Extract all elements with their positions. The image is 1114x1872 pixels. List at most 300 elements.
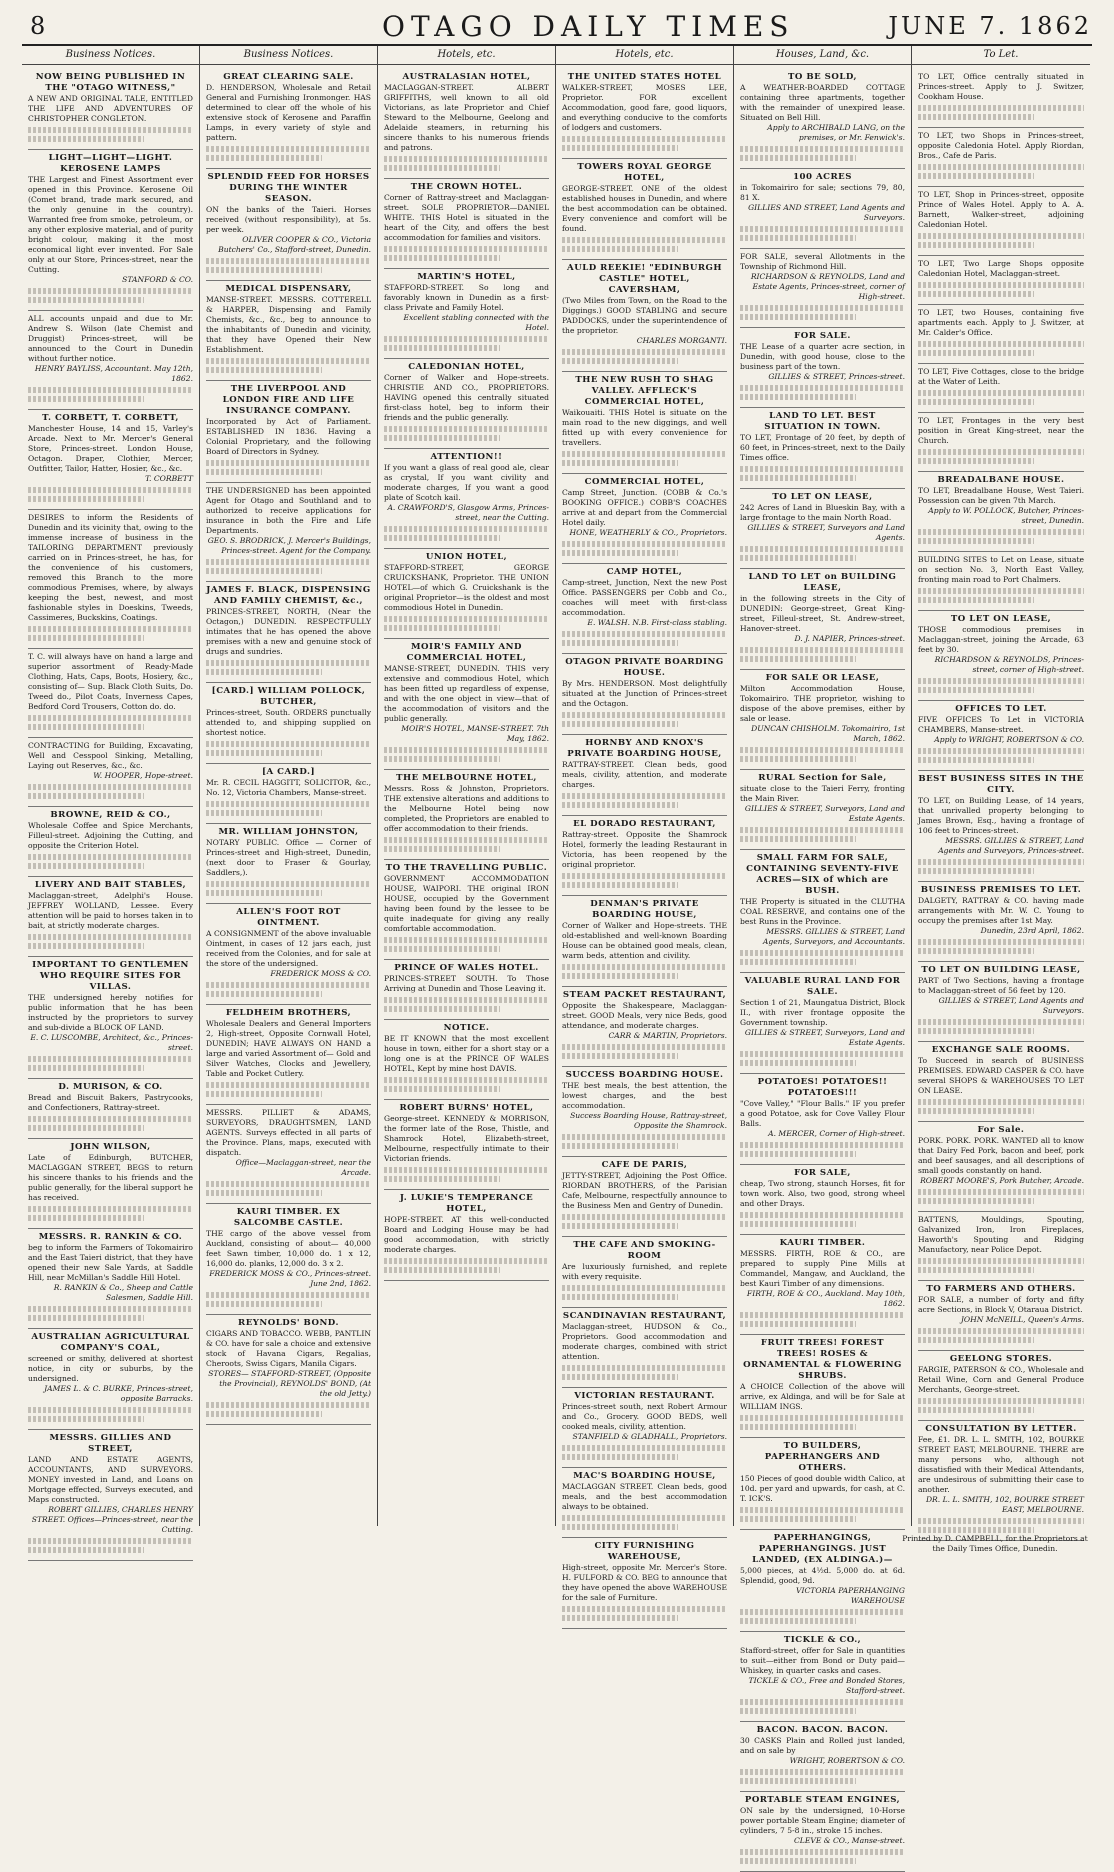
fine-print [562,631,727,646]
fine-print [384,426,549,441]
ad-body: Corner of Walker and Hope-streets. CHRISTIE AND CO., PROPRIETORS. HAVING opened this centrally situated first-class hotel, beg to inform their friends and the public generally. [384,373,549,422]
advertisement [28,1329,193,1430]
ad-title: AUSTRALASIAN HOTEL, [402,72,531,82]
advertisement [740,569,905,670]
fine-print [384,336,549,351]
fine-print [918,859,1084,874]
ad-body: Wholesale Dealers and General Importers 2, High-street, Opposite Cornwall Hotel, DUNEDIN; HAVE ALWAYS ON HAND a large and varied Assortment of— Gold and Silver Watches, Clocks and Jewellery, Table and Pocket Cutlery. [206,1019,371,1078]
advertisement [28,69,193,150]
ad-body: (Two Miles from Town, on the Road to the Diggings.) GOOD STABLING and secure PADDOCKS, under the superintendence of the proprietor. [562,296,727,335]
ad-title: BEST BUSINESS SITES IN THE CITY. [918,774,1084,795]
advertisement [28,1139,193,1229]
fine-print [740,1699,905,1714]
ad-signature: D. J. NAPIER, Princes-street. [794,634,905,643]
ad-title: FELDHEIM BROTHERS, [225,1008,352,1018]
fine-print [562,1044,727,1059]
ad-signature: FREDERICK MOSS & CO., Princes-street. June 2nd, 1862. [209,1269,371,1288]
ad-body: A NEW AND ORIGINAL TALE, ENTITLED THE LIFE AND ADVENTURES OF CHRISTOPHER CONGLETON. [28,94,193,123]
advertisement [384,960,549,1020]
advertisement [918,364,1084,413]
advertisement [206,1204,371,1315]
ad-title: TO FARMERS AND OTHERS. [926,1284,1076,1294]
ad-signature: STANFIELD & GLADHALL, Proprietors. [572,1432,727,1441]
fine-print [918,1099,1084,1114]
ad-title: SPLENDID FEED FOR HORSES DURING THE WINTER SEASON. [207,172,370,204]
fine-print [918,449,1084,464]
column-header: Business Notices. [22,46,199,65]
fine-print [562,1606,727,1621]
advertisement [740,328,905,408]
ad-body: THE best meals, the best attention, the lowest charges, and the best accommodation. [562,1081,727,1110]
fine-print [28,626,193,641]
ad-title: D. MURISON, & CO. [58,1082,163,1092]
ad-body: T. C. will always have on hand a large and superior assortment of Ready-Made Clothing, Hats, Caps, Boots, Hosiery, &c., consisting of— Sup. Black Cloth Suits, Do. Tweed do., Pilot Coats, Inverness Capes, Bedford Cord Trousers, Cotton do. do. [28,652,193,711]
fine-print [562,237,727,252]
advertisement [740,408,905,489]
advertisement [740,249,905,328]
advertisement [206,1315,371,1425]
ad-body: BE IT KNOWN that the most excellent house in town, either for a short stay or a long one is at the PRINCE OF WALES HOTEL, Kept by mine host DAVIS. [384,1034,549,1073]
fine-print [206,1082,371,1097]
advertisement [740,1074,905,1165]
ad-title: AUSTRALIAN AGRICULTURAL COMPANY'S COAL, [31,1332,190,1353]
ad-signature: HENRY BAYLISS, Accountant. May 12th, 1862. [34,364,193,383]
ad-body: Mr. R. CECIL HAGGITT, SOLICITOR, &c., No. 12, Victoria Chambers, Manse-street. [206,778,371,797]
column-header: To Let. [912,46,1090,65]
ad-title: TOWERS ROYAL GEORGE HOTEL, [577,162,712,183]
ad-body: BATTENS, Mouldings, Spouting, Galvanized Iron, Iron Fireplaces, Haworth's Spouting and Ridging Manufactory, near Police Depot. [918,1215,1084,1254]
advertisement [918,701,1084,771]
advertisement [562,1237,727,1308]
advertisement [28,877,193,957]
advertisement [384,860,549,960]
ad-title: TO BE SOLD, [787,72,858,82]
ad-body: Milton Accommodation House, Tokomairiro. THE proprietor, wishing to dispose of the above premises, either by sale or lease. [740,684,905,723]
fine-print [28,1306,193,1321]
fine-print [740,226,905,241]
ad-body: beg to inform the Farmers of Tokomairiro and the East Taieri district, that they have opened their new Sale Yards, at Saddle Hill, near McMillan's Saddle Hill Hotel. [28,1243,193,1282]
ad-body: Opposite the Shakespeare, Maclaggan-street. GOOD Meals, very nice Beds, good attendance, and moderate charges. [562,1001,727,1030]
fine-print [918,939,1084,954]
ad-signature: Apply to WRIGHT, ROBERTSON & CO. [934,735,1084,744]
fine-print [740,466,905,481]
ad-title: ROBERT BURNS' HOTEL, [399,1103,534,1113]
fine-print [28,715,193,730]
ad-title: ATTENTION!! [430,452,503,462]
ad-title: KAURI TIMBER. EX SALCOMBE CASTLE. [233,1207,344,1228]
advertisement [28,649,193,738]
ad-title: RURAL Section for Sale, [758,773,887,783]
fine-print [562,451,727,466]
fine-print [562,136,727,151]
ad-title: THE UNITED STATES HOTEL [567,72,722,82]
ad-title: MOIR'S FAMILY AND COMMERCIAL HOTEL, [406,642,527,663]
fine-print [740,1212,905,1227]
ad-title: FOR SALE OR LEASE, [765,673,880,683]
advertisement [918,552,1084,611]
ad-signature: JOHN McNEILL, Queen's Arms. [960,1315,1084,1324]
advertisement [562,735,727,816]
advertisement [384,1190,549,1281]
ad-signature: R. RANKIN & Co., Sheep and Cattle Salesmen, Saddle Hill. [53,1283,193,1302]
fine-print [206,1292,371,1307]
ad-title: GEELONG STORES. [949,1354,1053,1364]
ad-title: JAMES F. BLACK, DISPENSING AND FAMILY CHEMIST, &c., [206,585,371,606]
advertisement [562,159,727,260]
ad-title: TICKLE & CO., [783,1635,862,1645]
ad-body: 30 CASKS Plain and Rolled just landed, and on sale by [740,1736,905,1755]
advertisement [740,489,905,569]
ad-title: MARTIN'S HOTEL, [417,272,516,282]
fine-print [28,784,193,799]
printer-imprint: Printed by D. CAMPBELL, for the Proprietors at the Daily Times Office, Dunedin. [902,1534,1088,1553]
ad-signature: VICTORIA PAPERHANGING WAREHOUSE [796,1586,905,1605]
ad-title: THE LIVERPOOL AND LONDON FIRE AND LIFE INSURANCE COMPANY. [222,384,355,416]
ad-title: SCANDINAVIAN RESTAURANT, [562,1311,727,1321]
fine-print [384,246,549,261]
ad-body: Rattray-street. Opposite the Shamrock Hotel, formerly the leading Restaurant in Victoria, has been reopened by the original proprietor. [562,830,727,869]
fine-print [740,1142,905,1157]
fine-print [918,164,1084,179]
advertisement [740,1530,905,1632]
ad-body: FIVE OFFICES To Let in VICTORIA CHAMBERS, Manse-street. [918,715,1084,734]
fine-print [918,105,1084,120]
ad-title: COMMERCIAL HOTEL, [584,477,705,487]
advertisement [562,1067,727,1157]
ad-signature: WRIGHT, ROBERTSON & CO. [789,1756,905,1765]
advertisement [206,824,371,904]
fine-print [28,1407,193,1422]
ad-body: ON sale by the undersigned, 10-Horse power portable Steam Engine; diameter of cylinders, 7 5-8 in., stroke 15 inches. [740,1806,905,1835]
fine-print [740,1051,905,1066]
ad-title: EXCHANGE SALE ROOMS. [931,1045,1071,1055]
fine-print [918,1189,1084,1204]
ad-signature: STANFORD & CO. [122,275,193,284]
ad-body: THE undersigned hereby notifies for public information that he has been instructed by the proprietors to survey and sub-divide a BLOCK OF LAND. [28,993,193,1032]
ad-body: NOTARY PUBLIC. Office — Corner of Princes-street and High-street, Dunedin, (next door to Fraser & Gourlay, Saddlers,). [206,838,371,877]
fine-print [562,349,727,364]
ad-title: JOHN WILSON, [70,1142,151,1152]
ad-signature: A. MERCER, Corner of High-street. [768,1129,905,1138]
ad-title: BACON. BACON. BACON. [756,1725,889,1735]
advertisement [918,69,1084,128]
ad-body: in Tokomairiro for sale; sections 79, 80, 81 X. [740,183,905,202]
advertisement [740,850,905,973]
ad-body: ALL accounts unpaid and due to Mr. Andrew S. Wilson (late Chemist and Druggist) Princes-street, will be announced to the Court in Dunedin without further notice. [28,314,193,363]
ad-title: TO LET ON LEASE, [772,492,873,502]
ad-title: POTATOES! POTATOES!! POTATOES!!! [757,1077,888,1098]
column-5 [734,46,912,1845]
ad-body: Camp Street, Junction. (COBB & Co.'s BOOKING OFFICE.) COBB'S COACHES arrive at and depart from the Commercial Hotel daily. [562,488,727,527]
fine-print [28,934,193,949]
ad-title: PRINCE OF WALES HOTEL. [394,963,539,973]
advertisement [206,169,371,281]
advertisement [918,1351,1084,1421]
advertisement [384,1100,549,1190]
column-header: Hotels, etc. [556,46,733,65]
ad-body: By Mrs. HENDERSON. Most delightfully situated at the Junction of Princes-street and the Octagon. [562,679,727,708]
advertisement [384,269,549,359]
ad-title: OFFICES TO LET. [955,704,1047,714]
ad-signature: MESSRS. GILLIES & STREET, Land Agents and Surveyors, Princes-street. [938,836,1084,855]
ad-body: CONTRACTING for Building, Excavating, Well and Cesspool Sinking, Metalling, Laying out Reserves, &c., &c. [28,741,193,770]
ad-title: IMPORTANT TO GENTLEMEN WHO REQUIRE SITES FOR VILLAS. [32,960,189,992]
advertisement [740,1722,905,1792]
ad-title: FRUIT TREES! FOREST TREES! ROSES & ORNAMENTAL & FLOWERING SHRUBS. [743,1338,902,1381]
fine-print [562,1134,727,1149]
ad-body: Section 1 of 21, Maungatua District, Block II., with river frontage opposite the Government township. [740,998,905,1027]
ad-title: TO LET ON LEASE, [950,614,1052,624]
advertisement [384,179,549,269]
advertisement [384,770,549,860]
ad-title: TO BUILDERS, PAPERHANGERS AND OTHERS. [764,1441,881,1473]
advertisement [918,1122,1084,1212]
ad-signature: HONE, WEATHERLY & CO., Proprietors. [569,528,727,537]
ad-body: THE cargo of the above vessel from Auckland, consisting of about— 40,000 feet Sawn timber, 10,000 do. 1 x 12, 16,000 do. planks, 12,000 do. 3 x 2. [206,1229,371,1268]
ad-signature: CHARLES MORGANTI. [636,336,727,345]
ad-body: Bread and Biscuit Bakers, Pastrycooks, and Confectioners, Rattray-street. [28,1093,193,1112]
advertisement [562,1157,727,1237]
ad-body: Maclaggan-street, Adelphi's House. JEFFREY WOLLAND, Lessee. Every attention will be paid to horses taken in to bait, at strictly moderate charges. [28,891,193,930]
ad-body: "Cove Valley," "Flour Balls." IF you prefer a good Potatoe, ask for Cove Valley Flour Balls. [740,1099,905,1128]
ad-signature: Dunedin, 23rd April, 1862. [980,926,1084,935]
fine-print [562,873,727,888]
advertisement [28,410,193,510]
ad-body: PRINCES-STREET SOUTH. To Those Arriving at Dunedin and Those Leaving it. [384,974,549,993]
fine-print [562,1285,727,1300]
ad-title: 100 ACRES [793,172,852,182]
fine-print [918,748,1084,763]
advertisement [918,1042,1084,1122]
fine-print [384,937,549,952]
fine-print [384,1167,549,1182]
fine-print [918,1019,1084,1034]
fine-print [206,1181,371,1196]
ad-title: LAND TO LET. BEST SITUATION IN TOWN. [764,411,881,432]
advertisement [384,449,549,549]
advertisement [28,1430,193,1561]
fine-print [918,1518,1084,1533]
fine-print [918,233,1084,248]
fine-print [740,385,905,400]
ad-title: PAPERHANGINGS, PAPERHANGINGS. JUST LANDED, (EX ALDINGA.)— [752,1533,893,1565]
ad-body: TO LET, Two Large Shops opposite Caledonian Hotel, Maclaggan-street. [918,259,1084,278]
advertisement [562,654,727,735]
fine-print [206,460,371,475]
ad-signature: Success Boarding House, Rattray-street, Opposite the Shamrock. [570,1111,727,1130]
ad-title: SUCCESS BOARDING HOUSE. [565,1070,724,1080]
ad-title: VALUABLE RURAL LAND FOR SALE. [744,976,901,997]
fine-print [384,837,549,852]
fine-print [562,1515,727,1530]
advertisement [28,807,193,877]
ad-signature: Excellent stabling connected with the Hotel. [403,313,549,332]
ad-body: Fee, £1. DR. L. L. SMITH, 102, BOURKE STREET EAST, MELBOURNE. THERE are many persons who, although not dissatisfied with their Medical Attendants, are undesirous of submitting their case to another. [918,1435,1084,1494]
fine-print [562,1445,727,1460]
fine-print [206,358,371,373]
advertisement [206,764,371,824]
ad-title: UNION HOTEL, [425,552,508,562]
ad-signature: Apply to W. POLLOCK, Butcher, Princes-street, Dunedin. [928,506,1084,525]
ad-signature: OLIVER COOPER & CO., Victoria Butchers' Co., Stafford-street, Dunedin. [218,235,371,254]
fine-print [918,1328,1084,1343]
advertisement [206,1005,371,1105]
ad-title: CAMP HOTEL, [606,567,683,577]
advertisement [918,413,1084,472]
ad-body: RATTRAY-STREET. Clean beds, good meals, civility, attention, and moderate charges. [562,760,727,789]
advertisement [206,483,371,582]
column-header: Houses, Land, &c. [734,46,911,65]
ad-signature: GILLIES & STREET, Princes-street. [768,372,905,381]
fine-print [562,541,727,556]
ad-body: If you want a glass of real good ale, clear as crystal, If you want civility and moderate charges, If you want a good plate of Scotch kail. [384,463,549,502]
advertisement [918,256,1084,305]
fine-print [740,1609,905,1624]
ad-signature: E. WALSH. N.B. First-class stabling. [587,618,727,627]
ad-title: MEDICAL DISPENSARY, [225,284,352,294]
advertisement [562,987,727,1067]
advertisement [562,69,727,159]
ad-body: TO LET, Five Cottages, close to the bridge at the Water of Leith. [918,367,1084,386]
ad-body: Messrs. Ross & Johnston, Proprietors. THE extensive alterations and additions to the Melbourne Hotel being now completed, the Proprietors are enabled to offer accommodation to their friends. [384,784,549,833]
ad-body: THE Property is situated in the CLUTHA COAL RESERVE, and contains one of the best Runs in the Province. [740,897,905,926]
fine-print [28,1538,193,1553]
ad-signature: FIRTH, ROE & CO., Auckland. May 10th, 1862. [746,1289,905,1308]
ad-title: NOW BEING PUBLISHED IN THE "OTAGO WITNESS," [35,72,186,93]
ad-body: WALKER-STREET, MOSES LEE, Proprietor. FOR excellent Accommodation, good fare, good liquors, and everything conducive to the comforts of lodgers and customers. [562,83,727,132]
fine-print [206,741,371,756]
ad-title: For Sale. [977,1125,1025,1135]
advertisement [206,582,371,683]
advertisement [918,1421,1084,1541]
fine-print [740,827,905,842]
ad-signature: GILLIES & STREET, Surveyors, Land and Estate Agents. [744,804,905,823]
ad-body: 150 Pieces of good double width Calico, at 10d. per yard and upwards, for cash, at C. T. ICK'S. [740,1474,905,1503]
column-header: Hotels, etc. [378,46,555,65]
ad-body: A CONSIGNMENT of the above invaluable Ointment, in cases of 12 jars each, just received from the Colonies, and for sale at the store of the undersigned. [206,929,371,968]
fine-print [206,258,371,273]
ad-body: Princes-street, South. ORDERS punctually attended to, and shipping supplied on shortest notice. [206,708,371,737]
fine-print [740,1312,905,1327]
ad-title: OTAGON PRIVATE BOARDING HOUSE. [565,657,724,678]
ad-signature: CARR & MARTIN, Proprietors. [608,1031,727,1040]
advertisement [562,372,727,474]
advertisement [740,1235,905,1335]
advertisement [384,69,549,179]
ad-body: To Succeed in search of BUSINESS PREMISES. EDWARD CASPER & CO. have several SHOPS & WAREHOUSES TO LET ON LEASE. [918,1056,1084,1095]
fine-print [28,854,193,869]
advertisement [562,1388,727,1468]
ad-title: THE CROWN HOTEL. [410,182,523,192]
ad-title: FOR SALE. [794,331,851,341]
fine-print [918,282,1084,297]
ad-signature: ROBERT GILLIES, CHARLES HENRY STREET. Offices—Princes-street, near the Cutting. [31,1505,193,1534]
column-6 [912,46,1090,1526]
advertisement [562,260,727,372]
advertisement [562,1308,727,1388]
fine-print [918,1258,1084,1273]
ad-body: Manchester House, 14 and 15, Varley's Arcade. Next to Mr. Mercer's General Store, Princes-street. London House, Octagon. Draper, Clothier, Mercer, Outfitter, Tailor, Hatter, Hosier, &c., &c. [28,424,193,473]
ad-signature: GILLIES & STREET, Land Agents and Surveyors. [938,996,1084,1015]
ad-body: TO LET, Office centrally situated in Princes-street. Apply to J. Switzer, Cookham House. [918,72,1084,101]
ad-title: J. LUKIE'S TEMPERANCE HOTEL, [399,1193,534,1214]
fine-print [384,616,549,631]
ad-body: Camp-street, Junction, Next the new Post Office. PASSENGERS per Cobb and Co., coaches will meet with first-class accommodation. [562,578,727,617]
advertisement [918,882,1084,962]
ad-title: THE MELBOURNE HOTEL, [396,773,537,783]
ad-body: FOR SALE, several Allotments in the Township of Richmond Hill. [740,252,905,271]
ad-signature: MOIR'S HOTEL, MANSE-STREET. 7th May, 1862. [401,724,549,743]
advertisement [384,359,549,449]
ad-title: LAND TO LET on BUILDING LEASE, [748,572,897,593]
advertisement [28,510,193,649]
column-4 [556,46,734,1602]
ad-signature: TICKLE & CO., Free and Bonded Stores, Stafford-street. [748,1676,905,1695]
ad-body: MESSRS. FIRTH, ROE & CO., are prepared to supply Pine Mills at Commandel, Mangaw, and Auckland, the best Kauri Timber of any dimensions. [740,1249,905,1288]
fine-print [206,881,371,896]
ad-title: KAURI TIMBER. [779,1238,866,1248]
ad-body: GEORGE-STREET. ONE of the oldest established houses in Dunedin, and where the best accommodation can be obtained. Every convenience and comfort will be found. [562,184,727,233]
advertisement [918,128,1084,187]
ad-body: CIGARS AND TOBACCO. WEBB, PANTLIN & CO. have for sale a choice and extensive stock of Havana Cigars, Regalias, Cheroots, Swiss Cigars, Manila Cigars. [206,1329,371,1368]
ad-body: Maclaggan-street, HUDSON & Co., Proprietors. Good accommodation and moderate charges, combined with strict attention. [562,1322,727,1361]
advertisement [740,1632,905,1722]
ad-title: AULD REEKIE! "EDINBURGH CASTLE" HOTEL, CAVERSHAM, [567,263,722,295]
advertisement [28,1229,193,1329]
ad-title: THE NEW RUSH TO SHAG VALLEY. AFFLECK'S COMMERCIAL HOTEL, [575,375,714,407]
ad-signature: DR. L. L. SMITH, 102, BOURKE STREET EAST, MELBOURNE. [925,1495,1084,1514]
ad-title: DENMAN'S PRIVATE BOARDING HOUSE, [590,899,699,920]
advertisement [918,1212,1084,1281]
fine-print [918,1398,1084,1413]
advertisement [740,1438,905,1530]
fine-print [28,288,193,303]
ad-body: Stafford-street, offer for Sale in quantities to suit—either from Bond or Duty paid— Whiskey, in quarter casks and cases. [740,1646,905,1675]
fine-print [740,1849,905,1864]
ad-body: screened or smithy, delivered at shortest notice, in city or suburbs, by the undersigned. [28,1354,193,1383]
ad-title: STEAM PACKET RESTAURANT, [562,990,727,1000]
advertisement [384,639,549,770]
advertisement [918,187,1084,256]
advertisement [740,770,905,850]
advertisement [918,305,1084,364]
ad-body: HOPE-STREET. AT this well-conducted Board and Lodging House may be had good accommodation, with strictly moderate charges. [384,1215,549,1254]
fine-print [206,1402,371,1417]
advertisement [918,472,1084,552]
fine-print [740,747,905,762]
fine-print [384,526,549,541]
ad-title: MESSRS. R. RANKIN & CO. [38,1232,183,1242]
fine-print [562,964,727,979]
ad-body: THOSE commodious premises in Maclaggan-street, joining the Arcade, 63 feet by 30. [918,625,1084,654]
ad-body: DESIRES to inform the Residents of Dunedin and its vicinity that, owing to the immense increase of business in the TAILORING DEPARTMENT previously carried on in Princes-street, he has, for the convenience of his customers, removed this Branch to the more commodious Premises, where, by always keeping the best, newest, and most fashionable styles in Doeskins, Tweeds, Cassimeres, Buckskins, Coatings. [28,513,193,622]
ad-signature: T. CORBETT [145,474,193,483]
advertisement [206,683,371,764]
advertisement [740,169,905,249]
ad-signature: RICHARDSON & REYNOLDS, Princes-street, corner of High-street. [934,655,1084,674]
ad-body: TO LET, on Building Lease, of 14 years, that unrivalled property belonging to James Brown, Esq., having a frontage of 106 feet to Princes-street. [918,796,1084,835]
fine-print [384,997,549,1012]
ad-body: ON the banks of the Taieri. Horses received (without responsibility), at 5s. per week. [206,205,371,234]
fine-print [384,1258,549,1273]
ad-title: [CARD.] WILLIAM POLLOCK, BUTCHER, [211,686,366,707]
ad-body: TO LET, Breadalbane House, West Taieri. Possession can be given 7th March. [918,486,1084,505]
ad-body: LAND AND ESTATE AGENTS, ACCOUNTANTS, AND SURVEYORS. MONEY invested in Land, and Loans on Mortgage effected, Surveys executed, and Maps constructed. [28,1455,193,1504]
fine-print [28,1056,193,1071]
ad-title: T. CORBETT, T. CORBETT, [42,413,179,423]
advertisement [562,896,727,987]
fine-print [28,387,193,402]
